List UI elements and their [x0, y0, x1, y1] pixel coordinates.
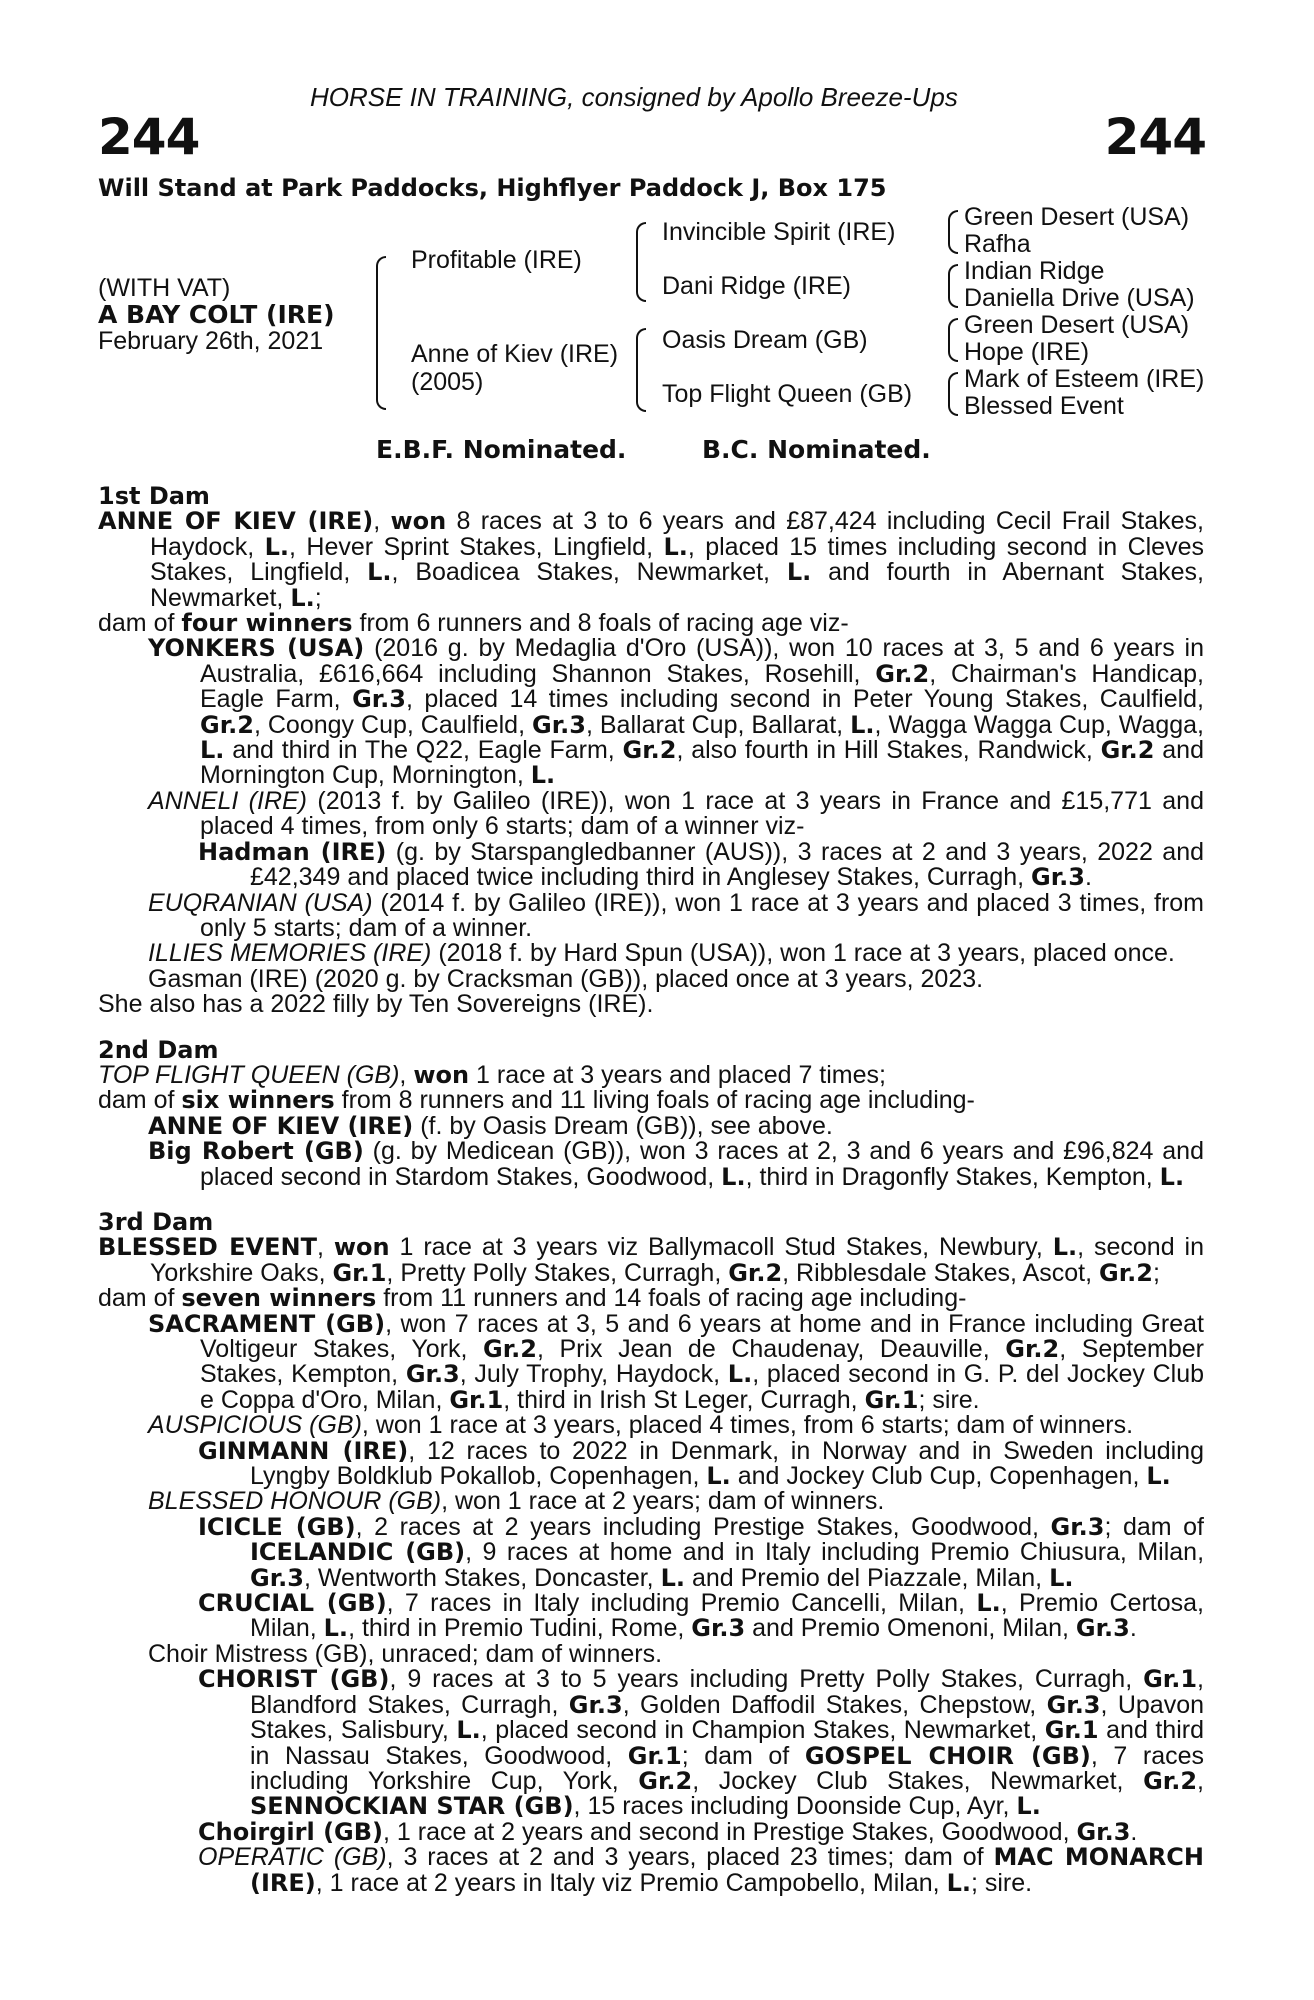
lot-number-left: 244: [98, 108, 200, 166]
pedigree-grandsire-4: Mark of Esteem (IRE): [964, 365, 1205, 393]
pedigree-sire: Profitable (IRE): [411, 246, 582, 274]
pedigree-dam-sire: Oasis Dream (GB): [662, 326, 868, 354]
pedigree-granddam-3: Hope (IRE): [964, 338, 1090, 366]
produce-entry: Choirgirl (GB), 1 race at 2 years and second in Prestige Stakes, Goodwood, Gr.3.: [198, 1817, 1138, 1846]
pedigree-brace-sire: [636, 222, 646, 302]
first-dam-heading: 1st Dam: [98, 482, 210, 510]
pedigree-brace-g1: [948, 210, 958, 254]
second-dam-entry: TOP FLIGHT QUEEN (GB), won 1 race at 3 years and placed 7 times;: [98, 1060, 886, 1089]
first-dam-entry: ANNE OF KIEV (IRE), won 8 races at 3 to 6 years and £87,424 including Cecil Frail Stakes, Haydock, L., Hever Sprint Stakes, Lingfield, L., placed 15 times including second in Cleves Stakes, Lingfield, L., Boadicea Stakes, Newmarket, L. and fourth in Abernant Stakes, Newmarket, L.;: [98, 507, 1204, 612]
produce-entry: Gasman (IRE) (2020 g. by Cracksman (GB)), placed once at 3 years, 2023.: [148, 964, 984, 993]
catalogue-body: [98, 484, 1204, 1896]
pedigree-granddam-2: Daniella Drive (USA): [964, 284, 1195, 312]
horse-name: ANNE OF KIEV (IRE): [98, 507, 374, 536]
second-dam-produce-summary: dam of six winners from 8 runners and 11 living foals of racing age including-: [98, 1086, 975, 1115]
produce-entry: AUSPICIOUS (GB), won 1 race at 3 years, placed 4 times, from 6 starts; dam of winners.: [148, 1411, 1134, 1440]
pedigree-grandsire-1: Green Desert (USA): [964, 203, 1190, 231]
pedigree-brace-main: [376, 256, 386, 410]
pedigree-granddam-1: Rafha: [964, 230, 1031, 258]
first-dam-produce-summary: dam of four winners from 6 runners and 8 foals of racing age viz-: [98, 609, 849, 638]
produce-entry: ANNELI (IRE) (2013 f. by Galileo (IRE)), won 1 race at 3 years in France and £15,771 and placed 4 times, from only 6 starts; dam of a winner viz-: [148, 786, 1204, 841]
pedigree-sire-dam: Dani Ridge (IRE): [662, 272, 851, 300]
pedigree-brace-g4: [948, 372, 958, 416]
produce-entry: SACRAMENT (GB), won 7 races at 3, 5 and 6 years at home and in France including Great Voltigeur Stakes, York, Gr.2, Prix Jean de Chaudenay, Deauville, Gr.2, September Stakes, Kempton, Gr.3, July Trophy, Haydock, L., placed second in G. P. del Jockey Club e Coppa d'Oro, Milan, Gr.1, third in Irish St Leger, Curragh, Gr.1; sire.: [148, 1309, 1205, 1414]
produce-entry: ANNE OF KIEV (IRE) (f. by Oasis Dream (GB)), see above.: [148, 1111, 833, 1140]
produce-entry: GINMANN (IRE), 12 races to 2022 in Denmark, in Norway and in Sweden including Lyngby Boldklub Pokallob, Copenhagen, L. and Jockey Club Cup, Copenhagen, L.: [198, 1436, 1204, 1491]
produce-entry: EUQRANIAN (USA) (2014 f. by Galileo (IRE)), won 1 race at 3 years and placed 3 times, from only 5 starts; dam of a winner.: [148, 888, 1205, 942]
lot-number-right: 244: [1104, 108, 1206, 166]
produce-entry: OPERATIC (GB), 3 races at 2 and 3 years, placed 23 times; dam of MAC MONARCH (IRE), 1 race at 2 years in Italy viz Premio Campobello, Milan, L.; sire.: [198, 1843, 1204, 1897]
foaling-date: February 26th, 2021: [98, 327, 324, 355]
produce-entry: CHORIST (GB), 9 races at 3 to 5 years including Pretty Polly Stakes, Curragh, Gr.1, Blandford Stakes, Curragh, Gr.3, Golden Daffodil Stakes, Chepstow, Gr.3, Upavon Stakes, Salisbury, L., placed second in Champion Stakes, Newmarket, Gr.1 and third in Nassau Stakes, Goodwood, Gr.1; dam of GOSPEL CHOIR (GB), 7 races including Yorkshire Cup, York, Gr.2, Jockey Club Stakes, Newmarket, Gr.2, SENNOCKIAN STAR (GB), 15 races including Doonside Cup, Ayr, L.: [198, 1665, 1205, 1821]
produce-note: She also has a 2022 filly by Ten Sovereigns (IRE).: [98, 990, 654, 1019]
ebf-nominated: E.B.F. Nominated.: [376, 435, 627, 464]
produce-entry: Hadman (IRE) (g. by Starspangledbanner (AUS)), 3 races at 2 and 3 years, 2022 and £42,349 and placed twice including third in Anglesey Stakes, Curragh, Gr.3.: [198, 837, 1204, 892]
pedigree-brace-dam: [636, 328, 646, 412]
third-dam-heading: 3rd Dam: [98, 1207, 214, 1236]
produce-entry: ICICLE (GB), 2 races at 2 years including Prestige Stakes, Goodwood, Gr.3; dam of ICELANDIC (GB), 9 races at home and in Italy including Premio Chiusura, Milan, Gr.3, Wentworth Stakes, Doncaster, L. and Premio del Piazzale, Milan, L.: [198, 1512, 1205, 1592]
bc-nominated: B.C. Nominated.: [702, 435, 931, 464]
produce-entry: ILLIES MEMORIES (IRE) (2018 f. by Hard Spun (USA)), won 1 race at 3 years, placed once.: [148, 939, 1175, 968]
pedigree-dam-dam: Top Flight Queen (GB): [662, 380, 913, 408]
pedigree-brace-g2: [948, 264, 958, 308]
produce-entry: Choir Mistress (GB), unraced; dam of winners.: [148, 1639, 663, 1668]
produce-entry: Big Robert (GB) (g. by Medicean (GB)), won 3 races at 2, 3 and 6 years and £96,824 and placed second in Stardom Stakes, Goodwood, L., third in Dragonfly Stakes, Kempton, L.: [148, 1137, 1204, 1191]
vat-note: (WITH VAT): [98, 274, 231, 302]
produce-entry: CRUCIAL (GB), 7 races in Italy including Premio Cancelli, Milan, L., Premio Certosa, Milan, L., third in Premio Tudini, Rome, Gr.3 and Premio Omenoni, Milan, Gr.3.: [198, 1589, 1204, 1643]
third-dam-entry: BLESSED EVENT, won 1 race at 3 years viz Ballymacoll Stud Stakes, Newbury, L., second in Yorkshire Oaks, Gr.1, Pretty Polly Stakes, Curragh, Gr.2, Ribblesdale Stakes, Ascot, Gr.2;: [98, 1233, 1204, 1287]
pedigree-dam-year: (2005): [411, 368, 484, 396]
produce-entry: YONKERS (USA) (2016 g. by Medaglia d'Oro (USA)), won 10 races at 3, 5 and 6 years in Australia, £616,664 including Shannon Stakes, Rosehill, Gr.2, Chairman's Handicap, Eagle Farm, Gr.3, placed 14 times including second in Peter Young Stakes, Caulfield, Gr.2, Coongy Cup, Caulfield, Gr.3, Ballarat Cup, Ballarat, L., Wagga Wagga Cup, Wagga, L. and third in The Q22, Eagle Farm, Gr.2, also fourth in Hill Stakes, Randwick, Gr.2 and Mornington Cup, Mornington, L.: [148, 634, 1205, 790]
stabling-line: Will Stand at Park Paddocks, Highflyer Paddock J, Box 175: [98, 174, 887, 202]
subject-name: A BAY COLT (IRE): [98, 300, 335, 329]
second-dam-heading: 2nd Dam: [98, 1035, 219, 1064]
pedigree-sire-sire: Invincible Spirit (IRE): [662, 218, 896, 246]
pedigree-grandsire-3: Green Desert (USA): [964, 311, 1190, 339]
pedigree-brace-g3: [948, 318, 958, 362]
produce-entry: BLESSED HONOUR (GB), won 1 race at 2 years; dam of winners.: [148, 1487, 885, 1516]
pedigree-granddam-4: Blessed Event: [964, 392, 1124, 420]
consignor-line: HORSE IN TRAINING, consigned by Apollo Breeze-Ups: [310, 82, 958, 112]
third-dam-produce-summary: dam of seven winners from 11 runners and 14 foals of racing age including-: [98, 1284, 967, 1313]
won-label: won: [390, 507, 447, 536]
pedigree-dam: Anne of Kiev (IRE): [411, 340, 619, 368]
pedigree-grandsire-2: Indian Ridge: [964, 257, 1105, 285]
